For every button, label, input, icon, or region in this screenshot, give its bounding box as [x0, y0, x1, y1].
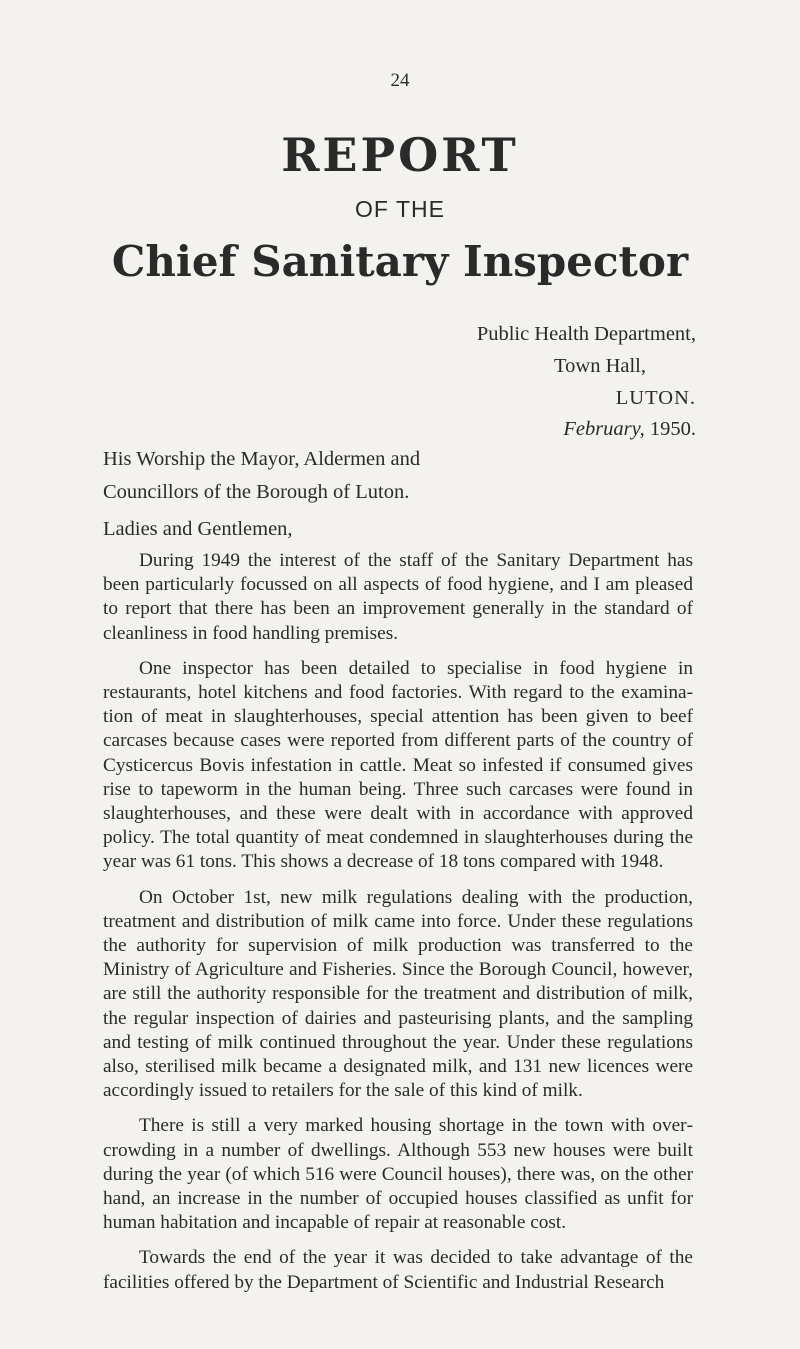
report-subtitle: OF THE: [355, 196, 445, 222]
paragraph-housing: There is still a very marked housing shortage in the town with overcrowding in a number of dwellings. Although 553 new houses were built during the year (of which 516 were Council houses), there was, on the other hand, an increase in the number of occupied houses classified as unfit for human habitation and incapable of repair at reasonable cost.: [103, 1115, 693, 1234]
report-main-title: Chief Sanitary Inspector: [111, 237, 689, 286]
date-month: February,: [563, 418, 645, 440]
addressee-line-2: Councillors of the Borough of Luton.: [103, 481, 410, 503]
address-line-hall: Town Hall,: [554, 355, 646, 377]
report-title: REPORT: [281, 128, 519, 182]
sender-address: [477, 318, 696, 414]
paragraph-food-hygiene: During 1949 the interest of the staff of the Sanitary Department has been particularly focussed on all aspects of food hygiene, and I am pleased to report that there has been an improvement generally in the standard of cleanliness in food handling premises.: [103, 550, 693, 644]
page-number: 24: [390, 70, 410, 91]
paragraph-milk-regulations: On October 1st, new milk regulations dealing with the production, treatment and distribution of milk came into force. Under these regulations the authority for supervision of milk production was transferred to the Ministry of Agriculture and Fisheries. Since the Borough Council, however, are still the authority responsible for the treatment and distribution of milk, the regular inspection of dairies and pasteurising plants, and the sampling and testing of milk continued throughout the year. Under these regulations also, sterilised milk became a designated milk, and 131 new licences were accordingly issued to retailers for the sale of this kind of milk.: [103, 886, 693, 1102]
letter-date: [563, 418, 696, 441]
addressee: [103, 443, 420, 509]
report-body: [103, 549, 693, 1306]
paragraph-research: Towards the end of the year it was decided to take advantage of the facilities offered by the Department of Scientific and Industrial Research: [103, 1247, 693, 1293]
date-year: 1950.: [649, 418, 696, 440]
address-line-department: Public Health Department,: [476, 323, 696, 345]
addressee-line-1: His Worship the Mayor, Aldermen and: [103, 448, 421, 470]
salutation: Ladies and Gentlemen,: [103, 518, 293, 540]
address-line-town: LUTON.: [615, 387, 696, 409]
paragraph-meat-inspection: One inspector has been detailed to specialise in food hygiene in restaurants, hotel kitchens and food factories. With regard to the examination of meat in slaughterhouses, special attention has been given to beef carcases because cases were reported from different parts of the country of Cysticercus Bovis infestation in cattle. Meat so infested if consumed gives rise to tapeworm in the human being. Three such carcases were found in slaughterhouses, and these were dealt with in accordance with approved policy. The total quantity of meat condemned in slaughterhouses during the year was 61 tons. This shows a decrease of 18 tons compared with 1948.: [103, 657, 693, 873]
